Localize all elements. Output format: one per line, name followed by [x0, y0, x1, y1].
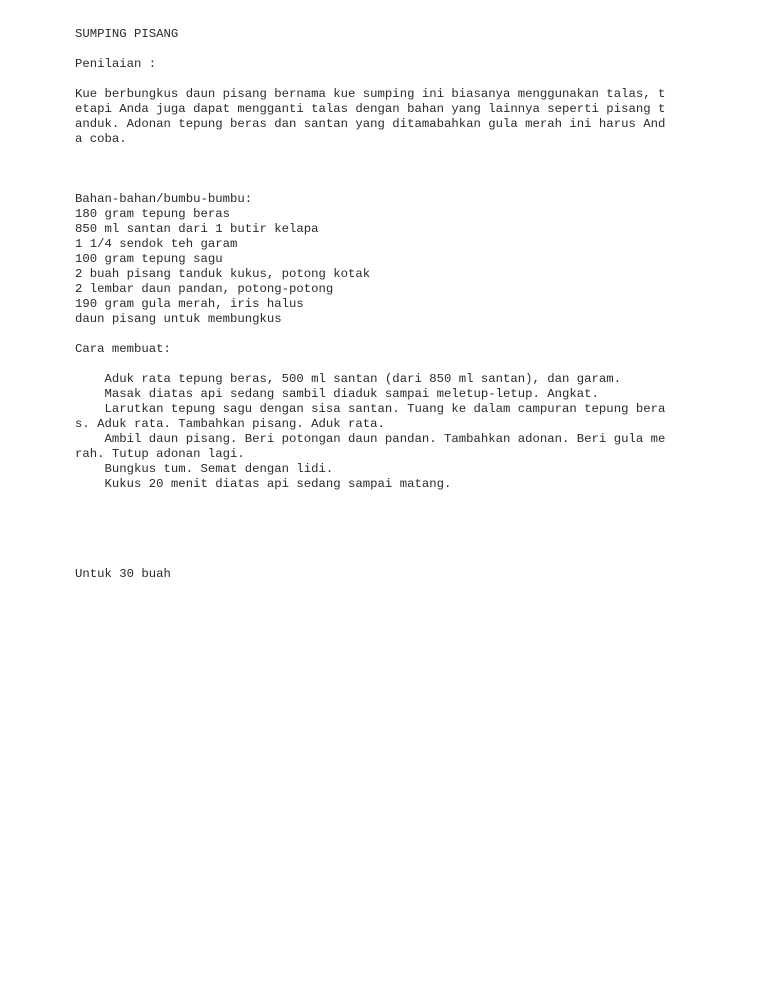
ingredient-item: 2 buah pisang tanduk kukus, potong kotak [75, 267, 371, 281]
intro-line: a coba. [75, 132, 127, 146]
spacer [75, 147, 715, 192]
recipe-document [75, 27, 715, 582]
step-line: s. Aduk rata. Tambahkan pisang. Aduk rata. [75, 417, 385, 431]
spacer [75, 42, 715, 57]
spacer [75, 492, 715, 552]
intro-paragraph [75, 87, 715, 147]
step-line: Ambil daun pisang. Beri potongan daun pandan. Tambahkan adonan. Beri gula me [75, 432, 666, 446]
ingredient-item: 850 ml santan dari 1 butir kelapa [75, 222, 319, 236]
ingredients-heading: Bahan-bahan/bumbu-bumbu: [75, 192, 253, 206]
step-line: Aduk rata tepung beras, 500 ml santan (dari 850 ml santan), dan garam. [75, 372, 622, 386]
step-line: Kukus 20 menit diatas api sedang sampai matang. [75, 477, 452, 491]
ingredient-item: 190 gram gula merah, iris halus [75, 297, 304, 311]
spacer [75, 327, 715, 342]
ingredient-item: 180 gram tepung beras [75, 207, 230, 221]
ingredient-item: daun pisang untuk membungkus [75, 312, 282, 326]
step-line: rah. Tutup adonan lagi. [75, 447, 245, 461]
spacer [75, 552, 715, 567]
intro-line: Kue berbungkus daun pisang bernama kue sumping ini biasanya menggunakan talas, t [75, 87, 666, 101]
step-line: Bungkus tum. Semat dengan lidi. [75, 462, 334, 476]
rating-label: Penilaian : [75, 57, 157, 71]
steps-list [75, 372, 715, 492]
step-line: Masak diatas api sedang sambil diaduk sampai meletup-letup. Angkat. [75, 387, 599, 401]
intro-line: etapi Anda juga dapat mengganti talas dengan bahan yang lainnya seperti pisang t [75, 102, 666, 116]
step-line: Larutkan tepung sagu dengan sisa santan. Tuang ke dalam campuran tepung bera [75, 402, 666, 416]
intro-line: anduk. Adonan tepung beras dan santan yang ditamabahkan gula merah ini harus And [75, 117, 666, 131]
ingredients-list [75, 207, 715, 327]
ingredient-item: 1 1/4 sendok teh garam [75, 237, 238, 251]
ingredient-item: 100 gram tepung sagu [75, 252, 223, 266]
spacer [75, 72, 715, 87]
recipe-yield: Untuk 30 buah [75, 567, 171, 581]
recipe-title: SUMPING PISANG [75, 27, 179, 41]
method-heading: Cara membuat: [75, 342, 171, 356]
spacer [75, 357, 715, 372]
ingredient-item: 2 lembar daun pandan, potong-potong [75, 282, 334, 296]
